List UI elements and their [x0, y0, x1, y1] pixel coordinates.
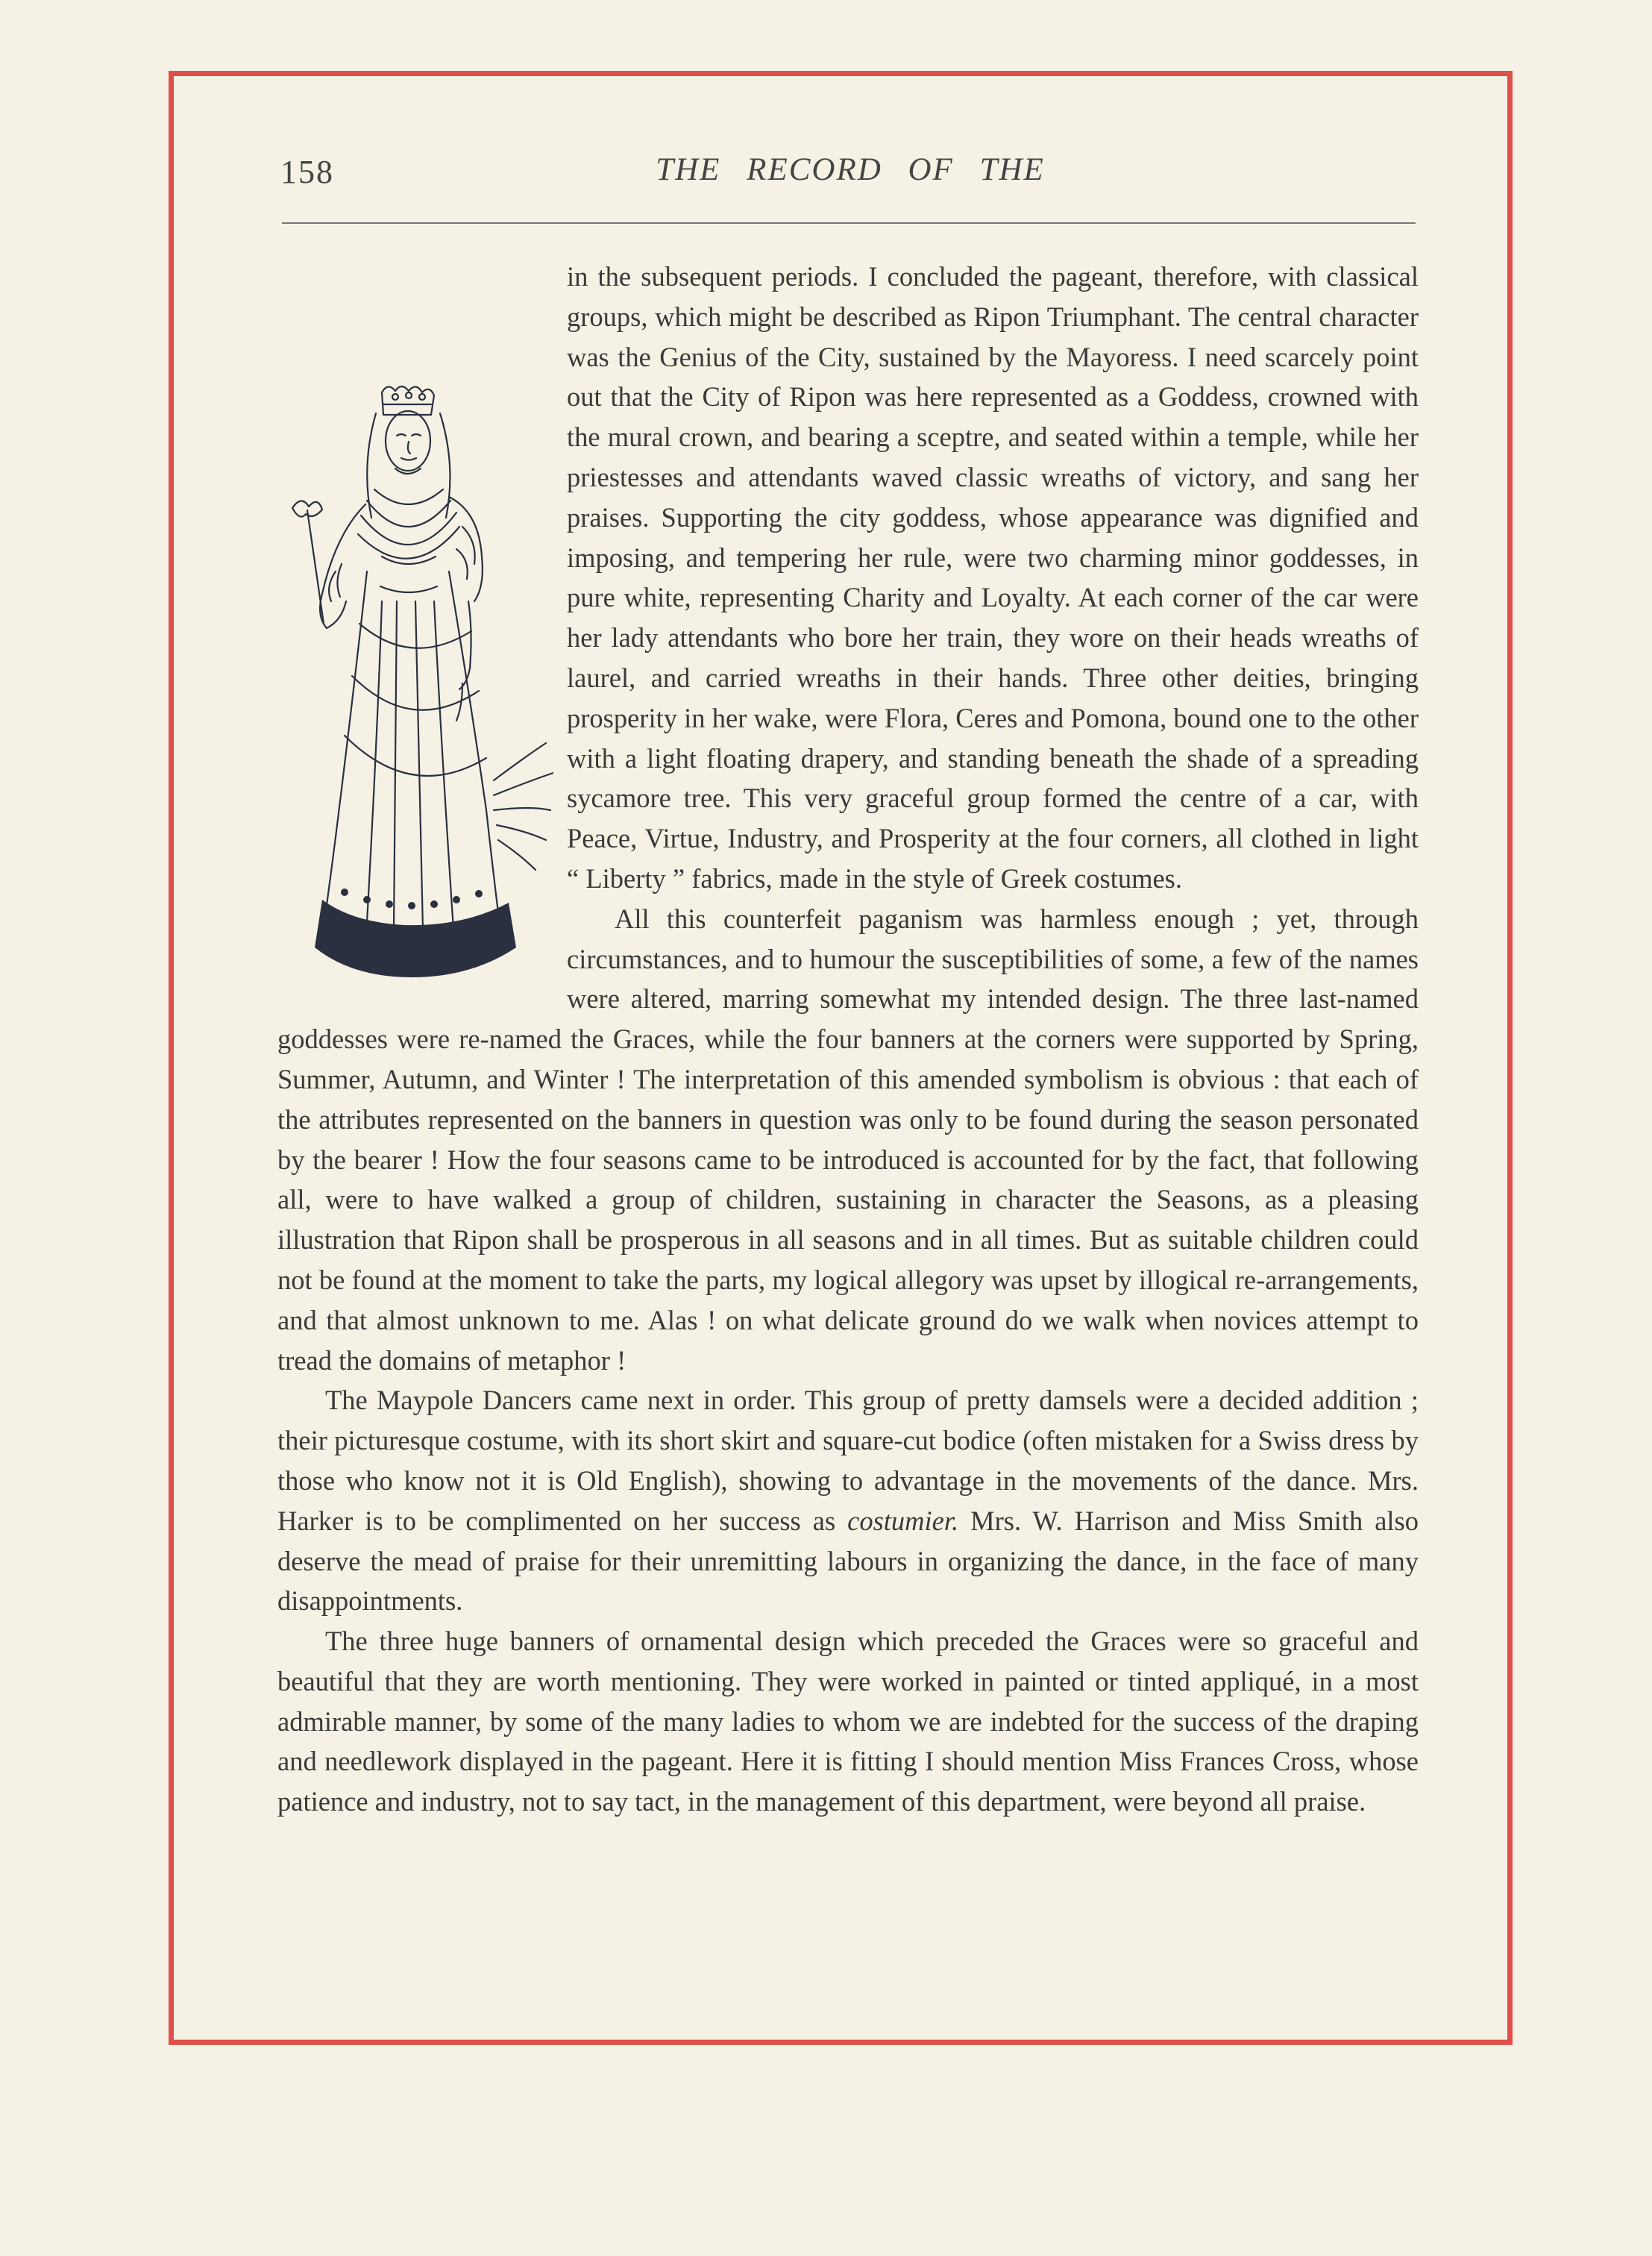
- paragraph-3-italic: costumier.: [847, 1505, 959, 1536]
- paragraph-1: [277, 257, 1419, 899]
- running-head: THE RECORD OF THE: [656, 152, 1045, 187]
- paragraph-3: [277, 1380, 1419, 1621]
- page-number: 158: [280, 154, 334, 190]
- header-rule: [282, 222, 1416, 224]
- goddess-figure-illustration: [270, 377, 553, 982]
- goddess-figure-icon: [270, 377, 553, 982]
- body-text: [277, 257, 1419, 1822]
- paragraph-1-text: in the subsequent periods. I concluded the pageant, therefore, with classical groups, which might be described as Ripon Triumphant. The central character was the Genius of the City, sustained by the Mayoress. I need scarcely point out that the City of Ripon was here represented as a Goddess, crowned with the mural crown, and bearing a sceptre, and seated within a temple, while her priestesses and attendants waved classic wreaths of victory, and sang her praises. Supporting the city goddess, whose appearance was dignified and imposing, and tempering her rule, were two charming minor goddesses, in pure white, representing Charity and Loyalty. At each corner of the car were her lady attendants who bore her train, they wore on their heads wreaths of laurel, and carried wreaths in their hands. Three other deities, bringing prosperity in her wake, were Flora, Ceres and Pomona, bound one to the other with a light floating drapery, and standing beneath the shade of a spreading sycamore tree. This very graceful group formed the centre of a car, with Peace, Virtue, Industry, and Prosperity at the four corners, all clothed in light “ Liberty ” fabrics, made in the style of Greek costumes.: [567, 261, 1419, 894]
- paragraph-3-text-a: The Maypole Dancers came next in order. This group of pretty damsels were a decided addition ; their picturesque costume, with its short skirt and square-cut bodice (often mistaken for a Swiss dress by those who know not it is Old English), showing to advantage in the movements of the dance. Mrs. Harker is to be complimented on her success as: [277, 1385, 1419, 1536]
- paragraph-3-text-b: Mrs. W. Harrison and Miss Smith also deserve the mead of praise for their unremitting labours in organizing the dance, in the face of many disappointments.: [277, 1505, 1419, 1617]
- paragraph-4: The three huge banners of ornamental design which preceded the Graces were so graceful and beautiful that they are worth mentioning. They were worked in painted or tinted appliqué, in a most admirable manner, by some of the many ladies to whom we are indebted for the success of the draping and needlework displayed in the pageant. Here it is fitting I should mention Miss Frances Cross, whose patience and industry, not to say tact, in the management of this department, were beyond all praise.: [277, 1626, 1419, 1817]
- paragraph-2: All this counterfeit paganism was harmless enough ; yet, through circumstances, and to humour the susceptibilities of some, a few of the names were altered, marring somewhat my intended design. The three last-named goddesses were re-named the Graces, while the four banners at the corners were supported by Spring, Summer, Autumn, and Winter ! The interpretation of this amended symbolism is obvious : that each of the attributes represented on the banners in question was only to be found during the season personated by the bearer ! How the four seasons came to be introduced is accounted for by the fact, that following all, were to have walked a group of children, sustaining in character the Seasons, as a pleasing illustration that Ripon shall be prosperous in all seasons and in all times. But as suitable children could not be found at the moment to take the parts, my logical allegory was upset by illogical re-arrangements, and that almost unknown to me. Alas ! on what delicate ground do we walk when novices attempt to tread the domains of metaphor !: [277, 903, 1419, 1376]
